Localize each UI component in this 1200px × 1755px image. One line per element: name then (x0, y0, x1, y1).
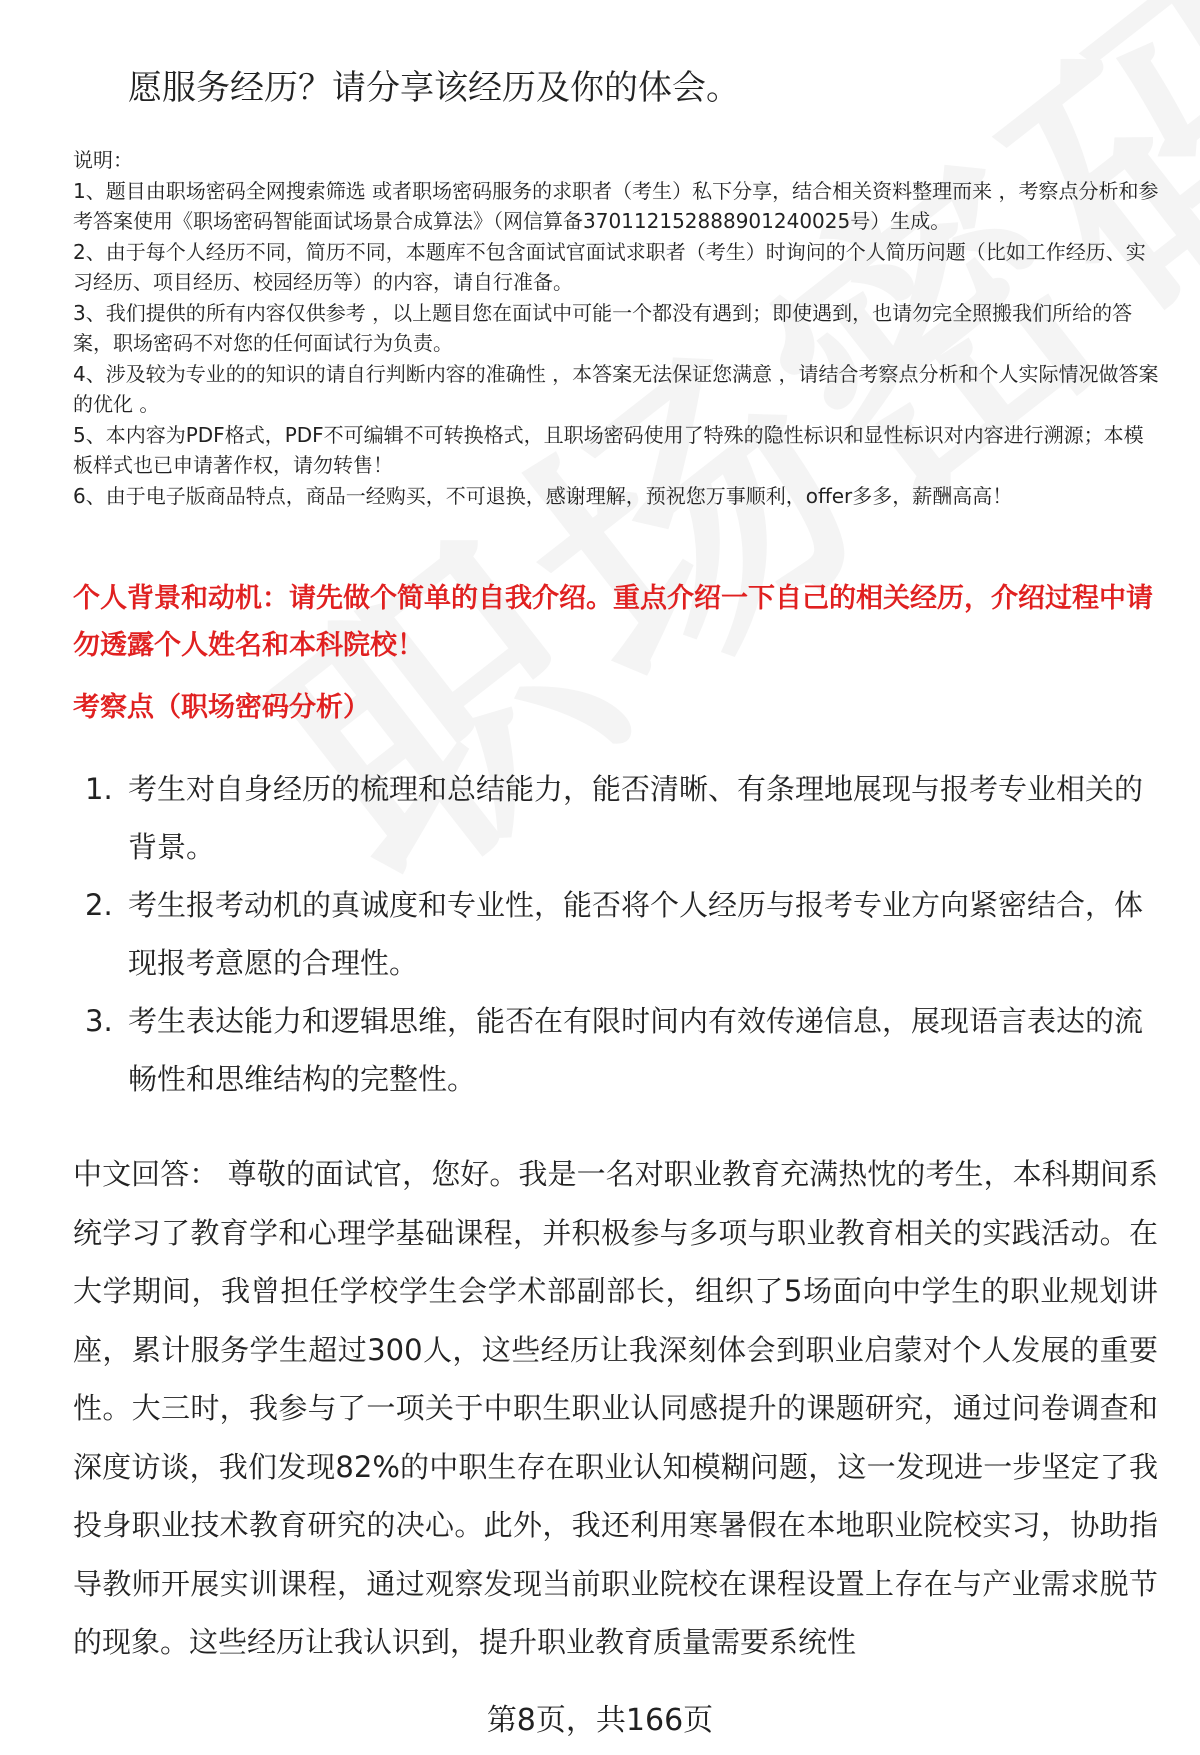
note-item: 3、我们提供的所有内容仅供参考 ，以上题目您在面试中可能一个都没有遇到；即使遇到，也请勿完全照搬我们所给的答案，职场密码不对您的任何面试行为负责。 (73, 300, 1133, 355)
analysis-points (85, 760, 1155, 1108)
point-text: 考生对自身经历的梳理和总结能力，能否清晰、有条理地展现与报考专业相关的背景。 (128, 772, 1144, 864)
notes-section (73, 145, 1163, 511)
point-number: 3. (85, 1004, 113, 1038)
point-number: 1. (85, 772, 113, 806)
note-item: 6、由于电子版商品特点，商品一经购买，不可退换，感谢理解，预祝您万事顺利，offer多多，薪酬高高！ (73, 483, 1013, 508)
note-item: 4、涉及较为专业的的知识的请自行判断内容的准确性 ，本答案无法保证您满意 ，请结合考察点分析和个人实际情况做答案的优化 。 (73, 361, 1159, 416)
analysis-point (85, 876, 1155, 992)
note-item: 5、本内容为PDF格式，PDF不可编辑不可转换格式，且职场密码使用了特殊的隐性标识和显性标识对内容进行溯源；本模板样式也已申请著作权，请勿转售！ (73, 422, 1144, 477)
answer-text: 中文回答： 尊敬的面试官，您好。我是一名对职业教育充满热忱的考生，本科期间系统学习了教育学和心理学基础课程，并积极参与多项与职业教育相关的实践活动。在大学期间，我曾担任学校学生会学术部副部长，组织了5场面向中学生的职业规划讲座，累计服务学生超过300人，这些经历让我深刻体会到职业启蒙对个人发展的重要性。大三时，我参与了一项关于中职生职业认同感提升的课题研究，通过问卷调查和深度访谈，我们发现82%的中职生存在职业认知模糊问题，这一发现进一步坚定了我投身职业技术教育研究的决心。此外，我还利用寒暑假在本地职业院校实习，协助指导教师开展实训课程，通过观察发现当前职业院校在课程设置上存在与产业需求脱节的现象。这些经历让我认识到，提升职业教育质量需要系统性 (73, 1157, 1158, 1659)
question-tail: 愿服务经历？请分享该经历及你的体会。 (128, 68, 740, 108)
notes-title: 说明： (73, 148, 133, 172)
analysis-heading: 考察点（职场密码分析） (73, 692, 370, 723)
point-number: 2. (85, 888, 113, 922)
note-item: 2、由于每个人经历不同，简历不同，本题库不包含面试官面试求职者（考生）时询问的个人简历问题（比如工作经历、实习经历、项目经历、校园经历等）的内容，请自行准备。 (73, 239, 1146, 294)
point-text: 考生表达能力和逻辑思维，能否在有限时间内有效传递信息，展现语言表达的流畅性和思维结构的完整性。 (128, 1004, 1144, 1096)
point-text: 考生报考动机的真诚度和专业性，能否将个人经历与报考专业方向紧密结合，体现报考意愿的合理性。 (128, 888, 1144, 980)
page-footer: 第8页，共166页 (486, 1703, 714, 1738)
question-heading: 个人背景和动机：请先做个简单的自我介绍。重点介绍一下自己的相关经历，介绍过程中请勿透露个人姓名和本科院校！ (73, 583, 1153, 661)
analysis-point (85, 992, 1155, 1108)
note-item: 1、题目由职场密码全网搜索筛选 或者职场密码服务的求职者（考生）私下分享，结合相关资料整理而来 ，考察点分析和参考答案使用《职场密码智能面试场景合成算法》（网信算备370112152888901240025号）生成。 (73, 178, 1159, 233)
analysis-point (85, 760, 1155, 876)
